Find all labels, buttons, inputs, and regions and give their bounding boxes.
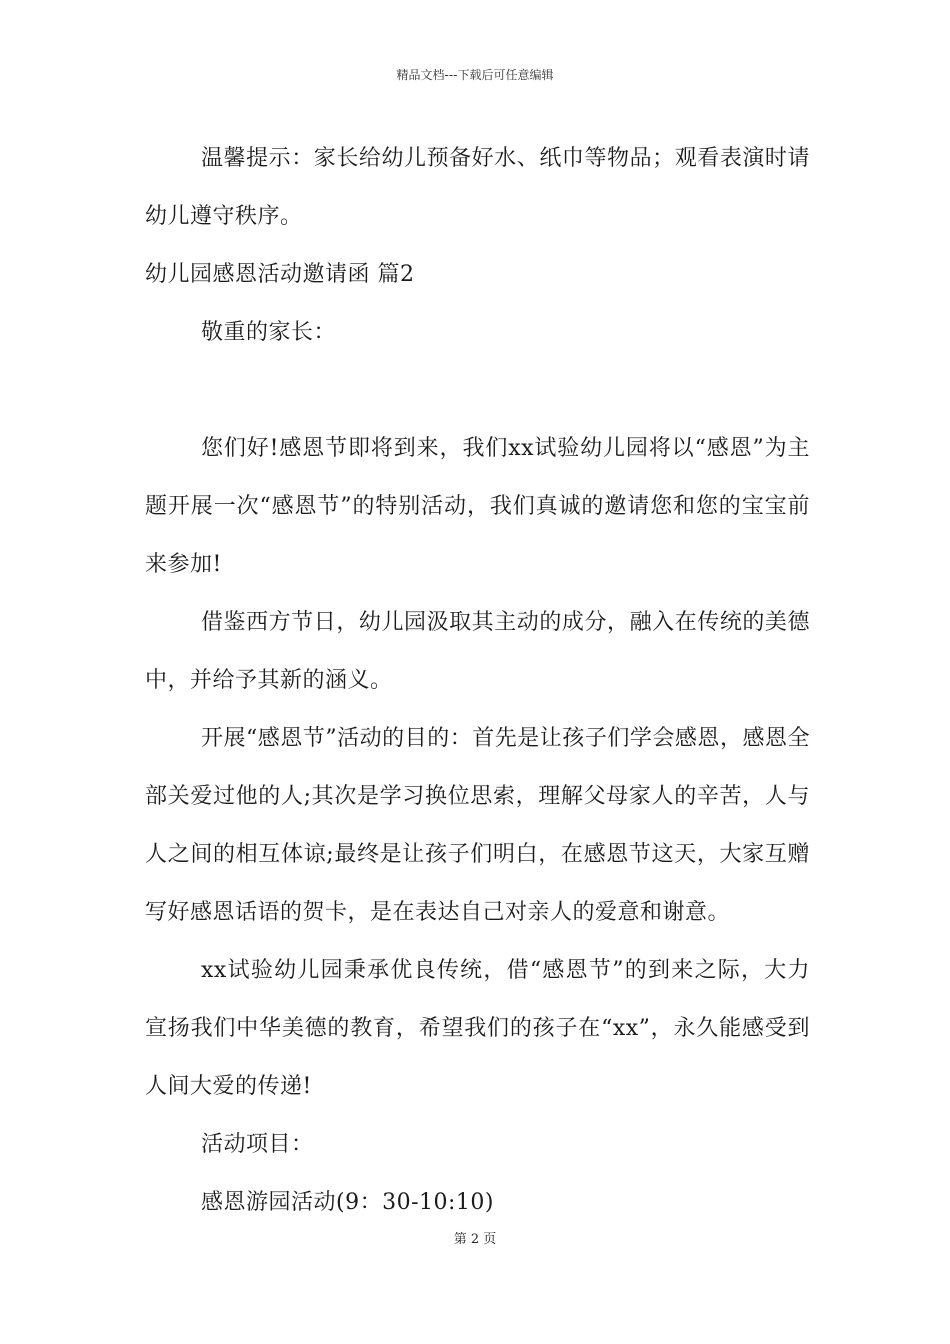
- activity-heading: 活动项目：: [201, 1132, 314, 1157]
- reminder-paragraph: 温馨提示：家长给幼儿预备好水、纸巾等物品；观看表演时请幼儿遵守秩序。: [145, 146, 810, 229]
- salutation: 敬重的家长：: [201, 320, 337, 345]
- document-body: [145, 130, 810, 1232]
- blank-line: [145, 362, 810, 420]
- background-paragraph: 借鉴西方节日，幼儿园汲取其主动的成分，融入在传统的美德中，并给予其新的涵义。: [145, 610, 810, 693]
- section-title: 幼儿园感恩活动邀请函 篇2: [145, 262, 415, 287]
- activity-item: 感恩游园活动(9：30-10:10): [201, 1190, 494, 1215]
- page-number: 第 2 页: [453, 1232, 497, 1247]
- tradition-paragraph: xx试验幼儿园秉承优良传统，借“感恩节”的到来之际，大力宣扬我们中华美德的教育，希望我们的孩子在“xx”，永久能感受到人间大爱的传递!: [145, 958, 810, 1099]
- greeting-paragraph: 您们好!感恩节即将到来，我们xx试验幼儿园将以“感恩”为主题开展一次“感恩节”的特别活动，我们真诚的邀请您和您的宝宝前来参加!: [145, 436, 810, 577]
- purpose-paragraph: 开展“感恩节”活动的目的：首先是让孩子们学会感恩，感恩全部关爱过他的人;其次是学习换位思索，理解父母家人的辛苦，人与人之间的相互体谅;最终是让孩子们明白，在感恩节这天，大家互赠写好感恩话语的贺卡，是在表达自己对亲人的爱意和谢意。: [145, 726, 810, 925]
- page-header: 精品文档---下载后可任意编辑: [396, 68, 554, 82]
